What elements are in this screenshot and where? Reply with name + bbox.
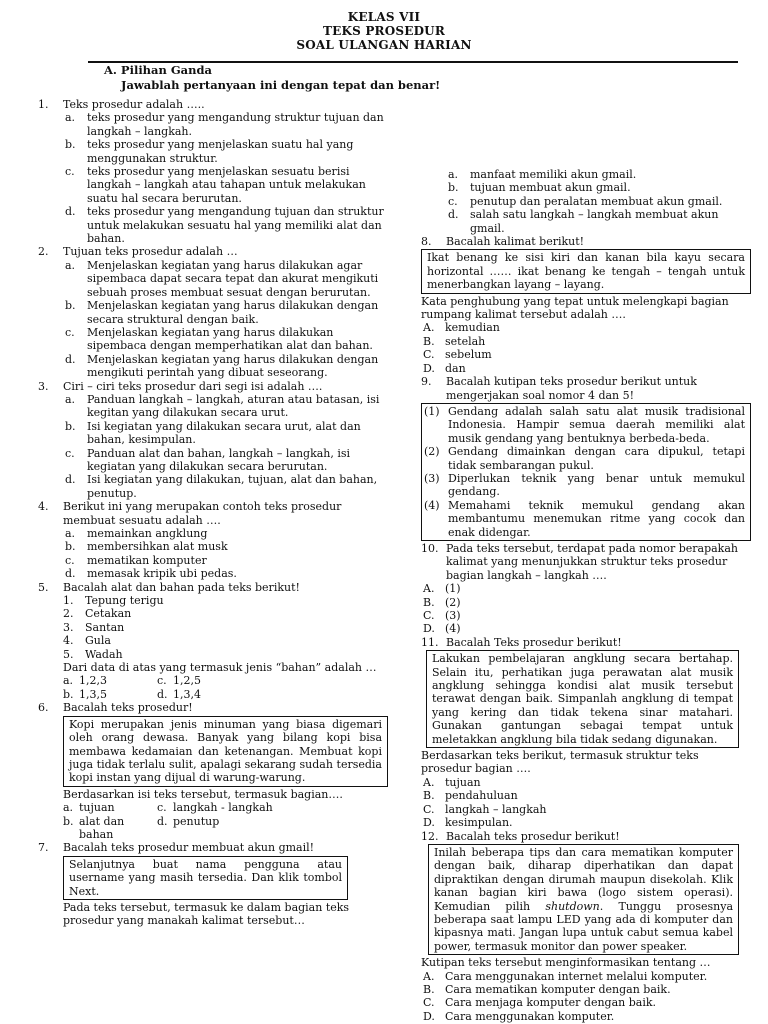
option-d[interactable]: d. teks prosedur yang mengandung tujuan dan struktur untuk melakukan sesuatu hal yang memiliki alat dan bahan.	[65, 205, 384, 246]
option-b[interactable]: B. setelah	[423, 334, 486, 348]
option-c[interactable]: c. Menjelaskan kegiatan yang harus dilakukan sipembaca dengan memperhatikan alat dan bahan.	[65, 325, 373, 353]
question-1	[38, 98, 388, 245]
option-b[interactable]: b. membersihkan alat musk	[65, 540, 228, 554]
option-c[interactable]: c. teks prosedur yang menjelaskan sesuatu berisi langkah – langkah atau tahapan untuk melakukan suatu hal secara berurutan.	[65, 165, 366, 205]
option-c[interactable]: C. (3)	[423, 609, 461, 622]
option-c[interactable]: C. langkah – langkah	[423, 802, 547, 816]
question-5	[38, 581, 388, 702]
question-number: 5.	[38, 580, 49, 594]
reading-box: Kopi merupakan jenis minuman yang biasa digemari oleh orang dewasa. Banyak yang bilang kopi bisa membawa kedamaian dan ketenangan. Membuat kopi juga tidak terlalu sulit, apalagi sekarang sudah tersedia kopi instan yang dijual di warung-warung.	[63, 716, 388, 787]
options	[421, 321, 751, 375]
question-number: 10.	[421, 541, 439, 555]
question-number: 8.	[421, 235, 432, 249]
options	[63, 674, 388, 701]
question-10	[421, 542, 751, 636]
question-number: 4.	[38, 500, 49, 514]
question-prompt: Pada teks tersebut, termasuk ke dalam bagian teks prosedur yang manakah kalimat tersebut…	[63, 900, 350, 928]
question-4	[38, 500, 388, 580]
option-c[interactable]: C. sebelum	[423, 348, 492, 362]
list-item: 5. Wadah	[63, 647, 123, 661]
option-a[interactable]: a. Menjelaskan kegiatan yang harus dilakukan agar sipembaca dapat secara tepat dan akurat mengikuti sebuah proses membuat sesuat dengan berurutan.	[65, 258, 379, 299]
options	[421, 776, 751, 830]
option-a[interactable]: A. tujuan	[423, 775, 481, 789]
question-prompt: Kutipan teks tersebut menginformasikan tentang …	[421, 956, 711, 970]
option-d[interactable]: d. Menjelaskan kegiatan yang harus dilakukan dengan mengikuti perintah yang dibuat seseorang.	[65, 352, 379, 380]
option-d[interactable]: d. Isi kegiatan yang dilakukan, tujuan, alat dan bahan, penutup.	[65, 473, 378, 500]
option-d[interactable]: d. salah satu langkah – langkah membuat akun gmail.	[448, 208, 719, 235]
option-b[interactable]: B. Cara mematikan komputer dengan baik.	[423, 982, 671, 996]
list-item: (1) Gendang adalah salah satu alat musik tradisional Indonesia. Hampir semua daerah memiliki alat musik gendang yang bentuknya berbeda-beda.	[424, 404, 745, 445]
question-text: Berikut ini yang merupakan contoh teks prosedur membuat sesuatu adalah ….	[63, 500, 342, 527]
question-text: Teks prosedur adalah …..	[63, 98, 205, 111]
option-c[interactable]: c. penutup dan peralatan membuat akun gmail.	[448, 194, 723, 208]
option-c[interactable]: c. langkah - langkah	[157, 801, 273, 815]
option-d[interactable]: d. penutup	[157, 814, 220, 828]
option-c[interactable]: c. mematikan komputer	[65, 553, 207, 567]
question-8	[421, 235, 751, 375]
option-b[interactable]: b. alat dan bahan	[63, 814, 125, 841]
question-text: Bacalah teks prosedur berikut!	[446, 829, 620, 843]
list-item: 2. Cetakan	[63, 607, 132, 621]
option-b[interactable]: b. 1,3,5	[63, 687, 107, 701]
option-b[interactable]: b. teks prosedur yang menjelaskan suatu hal yang menggunakan struktur.	[65, 138, 354, 165]
question-prompt: Dari data di atas yang termasuk jenis “bahan” adalah …	[63, 661, 377, 675]
reading-box: Inilah beberapa tips dan cara mematikan komputer dengan baik, diharap diperhatikan dan dapat dipraktikan dengan dirumah maupun disekolah. Klik kanan bagian kiri bawa (logo sistem operasi). Kemudian pilih shutdown. Tunggu prosesnya beberapa saat lampu LED yang ada di komputer dan kipasnya mati. Jangan lupa untuk cabut semua kabel power, termasuk monitor dan power speaker.	[428, 844, 739, 955]
question-text: Bacalah kutipan teks prosedur berikut untuk mengerjakan soal nomor 4 dan 5!	[446, 375, 697, 402]
option-d[interactable]: D. dan	[423, 361, 466, 375]
question-number: 3.	[38, 379, 49, 393]
option-d[interactable]: D. Cara menggunakan komputer.	[423, 1009, 615, 1023]
option-a[interactable]: A. (1)	[423, 582, 461, 596]
question-text: Bacalah Teks prosedur berikut!	[446, 635, 622, 649]
question-text: Pada teks tersebut, terdapat pada nomor berapakah kalimat yang menunjukkan struktur teks prosedur bagian langkah – langkah ….	[446, 541, 738, 582]
options	[63, 801, 388, 841]
options	[63, 527, 388, 581]
option-a[interactable]: a. manfaat memiliki akun gmail.	[448, 168, 637, 181]
question-6	[38, 701, 388, 841]
question-text: Tujuan teks prosedur adalah …	[63, 245, 238, 259]
question-text: Bacalah kalimat berikut!	[446, 235, 585, 249]
section-instruction: Jawablah pertanyaan ini dengan tepat dan benar!	[121, 78, 441, 92]
question-12	[421, 830, 751, 1024]
header-topic: TEKS PROSEDUR	[322, 24, 446, 38]
question-2	[38, 245, 388, 379]
question-9	[421, 375, 751, 541]
list-item: (4) Memahami teknik memukul gendang akan membantumu menemukan ritme yang cocok dan enak didengar.	[424, 498, 745, 539]
left-column	[38, 98, 388, 928]
question-number: 9.	[421, 375, 432, 389]
question-text: Ciri – ciri teks prosedur dari segi isi adalah ….	[63, 379, 323, 393]
question-prompt: Kata penghubung yang tepat untuk melengkapi bagian rumpang kalimat tersebut adalah ….	[421, 294, 729, 322]
right-column	[421, 168, 751, 1023]
question-prompt: Berdasarkan isi teks tersebut, termasuk bagian….	[63, 787, 343, 801]
list-item: 3. Santan	[63, 620, 125, 634]
list-item: 4. Gula	[63, 634, 111, 648]
option-d[interactable]: D. kesimpulan.	[423, 816, 513, 830]
list-item: (3) Diperlukan teknik yang benar untuk memukul gendang.	[424, 471, 745, 499]
question-number: 6.	[38, 701, 49, 715]
header-class: KELAS VII	[347, 10, 421, 24]
option-c[interactable]: C. Cara menjaga komputer dengan baik.	[423, 996, 657, 1010]
reading-box: Lakukan pembelajaran angklung secara bertahap. Selain itu, perhatikan juga perawatan alat musik angklung sehingga kondisi alat musik tersebut terawat dengan baik. Simpanlah angklung di tempat yang kering dan tidak tekena sinar matahari. Gunakan gantungan sebagai tempat untuk meletakkan angklung bila tidak sedang digunakan.	[426, 650, 739, 748]
option-d[interactable]: d. 1,3,4	[157, 687, 201, 701]
option-a[interactable]: a. tujuan	[63, 801, 115, 815]
option-d[interactable]: d. memasak kripik ubi pedas.	[65, 567, 237, 581]
reading-box: Selanjutnya buat nama pengguna atau username yang masih tersedia. Dan klik tombol Next.	[63, 856, 348, 900]
option-b[interactable]: b. Menjelaskan kegiatan yang harus dilakukan dengan secara struktural dengan baik.	[65, 299, 379, 326]
question-text: Bacalah teks prosedur!	[63, 701, 193, 715]
question-number: 12.	[421, 829, 439, 843]
option-a[interactable]: A. Cara menggunakan internet melalui komputer.	[423, 969, 708, 983]
reading-box: Ikat benang ke sisi kiri dan kanan bila kayu secara horizontal …… ikat benang ke tengah – tengah untuk menerbangkan layang – layang.	[421, 249, 751, 293]
option-c[interactable]: c. 1,2,5	[157, 674, 201, 688]
ingredient-list	[63, 594, 388, 661]
list-item: (2) Gendang dimainkan dengan cara dipukul, tetapi tidak sembarangan pukul.	[424, 445, 745, 472]
question-text: Bacalah teks prosedur membuat akun gmail!	[63, 841, 315, 855]
options	[63, 393, 388, 500]
question-7	[38, 841, 388, 927]
question-7-options	[421, 168, 751, 235]
question-text: Bacalah alat dan bahan pada teks berikut!	[63, 580, 300, 594]
option-a[interactable]: a. teks prosedur yang mengandung struktur tujuan dan langkah – langkah.	[65, 111, 384, 138]
option-a[interactable]: a. 1,2,3	[63, 674, 107, 688]
option-a[interactable]: A. kemudian	[423, 321, 500, 335]
options	[421, 582, 751, 636]
option-a[interactable]: a. Panduan langkah – langkah, aturan atau batasan, isi kegitan yang dilakukan secara urut.	[65, 392, 380, 420]
options	[63, 111, 388, 245]
option-a[interactable]: a. memainkan angklung	[65, 527, 208, 540]
option-b[interactable]: B. (2)	[423, 595, 461, 609]
question-3	[38, 380, 388, 501]
option-b[interactable]: b. Isi kegiatan yang dilakukan secara urut, alat dan bahan, kesimpulan.	[65, 419, 361, 447]
question-number: 7.	[38, 841, 49, 855]
option-b[interactable]: B. pendahuluan	[423, 789, 518, 803]
question-number: 11.	[421, 635, 439, 649]
options	[63, 259, 388, 380]
question-number: 1.	[38, 98, 49, 111]
question-prompt: Berdasarkan teks berikut, termasuk struktur teks prosedur bagian ….	[421, 749, 699, 776]
section-label: A. Pilihan Ganda	[104, 63, 212, 77]
question-11	[421, 636, 751, 830]
options	[446, 168, 751, 235]
option-b[interactable]: b. tujuan membuat akun gmail.	[448, 181, 631, 195]
option-d[interactable]: D. (4)	[423, 622, 461, 636]
header-exam-title: SOAL ULANGAN HARIAN	[296, 38, 472, 52]
options	[421, 970, 751, 1024]
list-item: 1. Tepung terigu	[63, 594, 164, 608]
question-number: 2.	[38, 245, 49, 259]
option-c[interactable]: c. Panduan alat dan bahan, langkah – langkah, isi kegiatan yang dilakukan secara berurutan.	[65, 446, 351, 473]
reading-box	[421, 403, 751, 541]
